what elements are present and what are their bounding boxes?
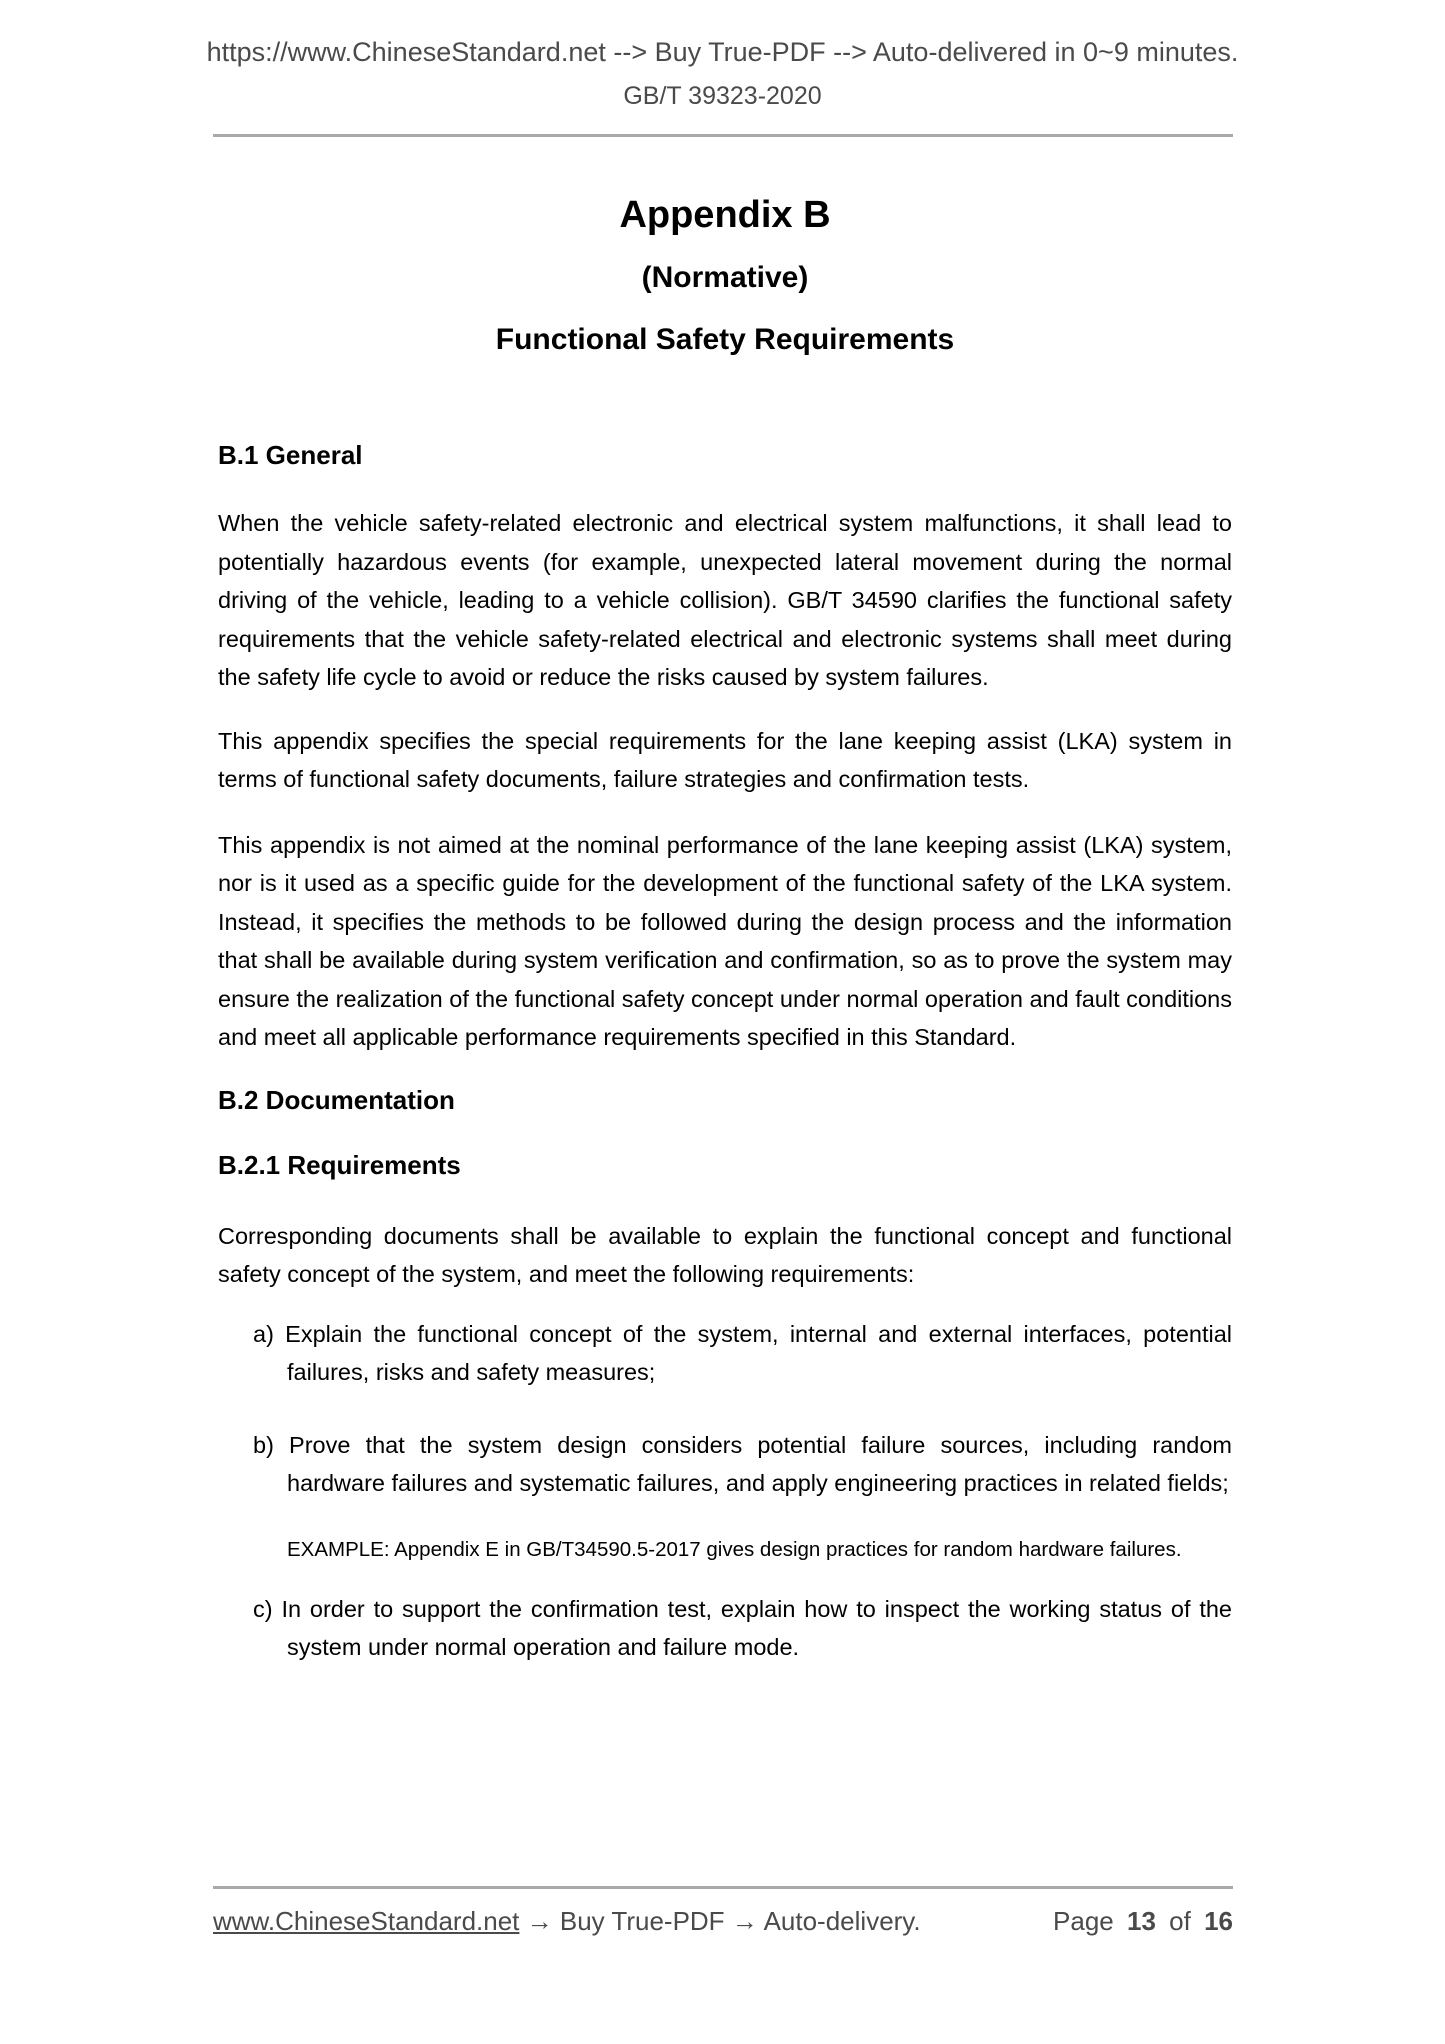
list-item-b <box>218 1426 1232 1503</box>
list-item-text: Explain the functional concept of the system, internal and external interfaces, potential failures, risks and safety measures; <box>285 1320 1232 1385</box>
section-heading-b2: B.2 Documentation <box>218 1084 455 1115</box>
footer-delivery-text: → Buy True-PDF → Auto-delivery. <box>519 1906 921 1936</box>
paragraph-b1-3: This appendix is not aimed at the nominal performance of the lane keeping assist (LKA) system, nor is it used as a specific guide for the development of the functional safety of the LKA system. Instead, it specifies the methods to be followed during the design process and the information that shall be available during system verification and confirmation, so as to prove the system may ensure the realization of the functional safety concept under normal operation and fault conditions and meet all applicable performance requirements specified in this Standard. <box>218 831 1232 1050</box>
list-item-text: In order to support the confirmation test, explain how to inspect the working status of the system under normal operation and failure mode. <box>281 1595 1232 1660</box>
of-label: of <box>1169 1906 1191 1936</box>
footer-source-line <box>213 1905 921 1937</box>
footer-divider <box>213 1886 1233 1889</box>
list-item-a <box>218 1315 1232 1392</box>
document-title: Functional Safety Requirements <box>495 323 955 356</box>
list-marker: a) <box>253 1320 274 1347</box>
page-footer <box>213 1905 1233 1937</box>
header-url-line: https://www.ChineseStandard.net --> Buy True-PDF --> Auto-delivered in 0~9 minutes. <box>206 37 1239 67</box>
list-item-c <box>218 1590 1232 1667</box>
page-indicator <box>1053 1905 1233 1937</box>
paragraph-b2-intro: Corresponding documents shall be available to explain the functional concept and functional safety concept of the system, and meet the following requirements: <box>218 1222 1232 1287</box>
page-label: Page <box>1053 1906 1114 1936</box>
list-marker: b) <box>253 1431 274 1458</box>
document-body <box>218 0 1232 1667</box>
page-total: 16 <box>1204 1906 1233 1936</box>
section-heading-b1: B.1 General <box>218 440 363 470</box>
normative-subtitle: (Normative) <box>641 261 809 294</box>
list-item-text: Prove that the system design considers potential failure sources, including random hardware failures and systematic failures, and apply engineering practices in related fields; <box>287 1431 1232 1496</box>
standard-number: GB/T 39323-2020 <box>623 82 822 110</box>
list-marker: c) <box>253 1595 273 1622</box>
paragraph-b1-2: This appendix specifies the special requirements for the lane keeping assist (LKA) system in terms of functional safety documents, failure strategies and confirmation tests. <box>218 727 1232 792</box>
footer-site-link[interactable]: www.ChineseStandard.net <box>213 1906 520 1936</box>
appendix-title: Appendix B <box>619 194 831 236</box>
example-note: EXAMPLE: Appendix E in GB/T34590.5-2017 gives design practices for random hardware failures. <box>287 1537 1182 1561</box>
section-heading-b21: B.2.1 Requirements <box>218 1149 461 1180</box>
paragraph-b1-1: When the vehicle safety-related electronic and electrical system malfunctions, it shall lead to potentially hazardous events (for example, unexpected lateral movement during the normal driving of the vehicle, leading to a vehicle collision). GB/T 34590 clarifies the functional safety requirements that the vehicle safety-related electrical and electronic systems shall meet during the safety life cycle to avoid or reduce the risks caused by system failures. <box>218 510 1232 690</box>
page-current: 13 <box>1127 1906 1156 1936</box>
